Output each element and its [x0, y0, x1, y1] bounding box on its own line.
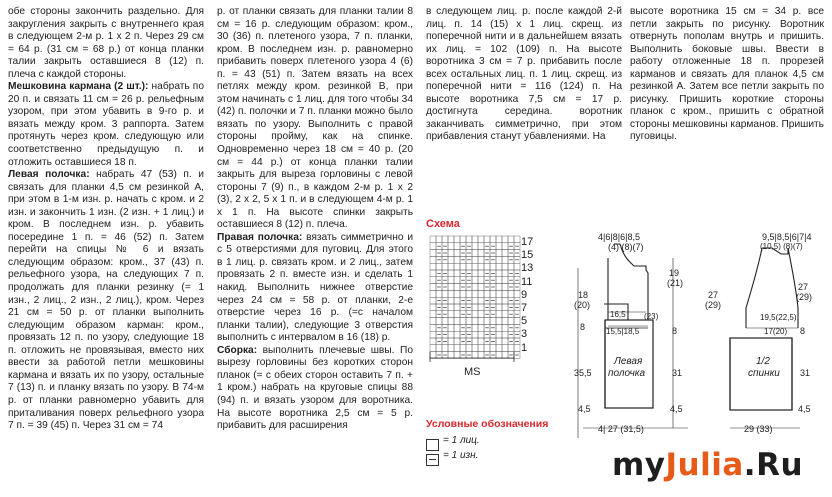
grid-cell — [430, 338, 436, 345]
grid-cell — [496, 352, 502, 359]
grid-cell — [448, 338, 454, 345]
grid-cell — [496, 318, 502, 325]
grid-cell — [430, 243, 436, 250]
grid-cell — [502, 345, 508, 352]
grid-cell — [496, 297, 502, 304]
grid-cell — [478, 263, 484, 270]
dim-bottom-right: 29 (33) — [744, 424, 773, 434]
dim-bottom-left: 4| 27 (31,5) — [598, 424, 644, 434]
grid-cell — [430, 324, 436, 331]
dim-top-right: 9,5|8,5|6|7|4 — [762, 232, 812, 242]
grid-cell — [430, 256, 436, 263]
grid-cell — [502, 304, 508, 311]
grid-cell — [472, 338, 478, 345]
grid-cell — [472, 290, 478, 297]
grid-cell — [430, 297, 436, 304]
back-pattern-diagram — [726, 228, 832, 448]
schema-title: Схема — [426, 218, 460, 230]
dim-right-27-b: 27 — [798, 282, 809, 292]
site-logo: myJulia.Ru — [612, 447, 804, 483]
grid-cell — [466, 290, 472, 297]
grid-cell — [460, 318, 466, 325]
grid-cell — [496, 304, 502, 311]
legend-item-purl — [426, 451, 439, 469]
grid-cell — [472, 352, 478, 359]
grid-cell — [448, 263, 454, 270]
row-number: 5 — [521, 315, 528, 328]
left-front-pattern-diagram — [568, 228, 718, 448]
grid-cell — [448, 250, 454, 257]
paragraph — [217, 345, 413, 433]
grid-cell — [496, 290, 502, 297]
grid-cell — [466, 345, 472, 352]
grid-cell — [448, 318, 454, 325]
grid-cell — [496, 243, 502, 250]
grid-cell — [502, 338, 508, 345]
grid-cell — [448, 236, 454, 243]
grid-cell — [478, 318, 484, 325]
text-column-1 — [8, 6, 204, 433]
grid-cell — [448, 345, 454, 352]
dim-top-paren-left: (4) (8)(7) — [608, 242, 644, 252]
grid-cell — [454, 304, 460, 311]
dim-right-45-b: 4,5 — [798, 404, 811, 414]
grid-cell — [508, 318, 514, 325]
grid-cell — [454, 236, 460, 243]
grid-cell — [478, 236, 484, 243]
grid-cell — [454, 324, 460, 331]
grid-cell — [448, 297, 454, 304]
dim-top-left: 4|6|8|6|8,5 — [598, 232, 640, 242]
grid-cell — [436, 318, 442, 325]
left-front-label: Левая — [614, 356, 643, 367]
grid-cell — [436, 345, 442, 352]
grid-cell — [448, 311, 454, 318]
grid-cell — [478, 250, 484, 257]
grid-cell — [472, 284, 478, 291]
paragraph — [8, 169, 204, 432]
grid-cell — [472, 236, 478, 243]
grid-cell — [484, 345, 490, 352]
grid-cell — [454, 311, 460, 318]
grid-cells — [430, 236, 520, 358]
grid-cell — [454, 250, 460, 257]
grid-cell — [430, 250, 436, 257]
dim-left-355: 35,5 — [574, 368, 592, 378]
grid-cell — [460, 236, 466, 243]
grid-cell — [514, 318, 520, 325]
grid-cell — [472, 324, 478, 331]
grid-cell — [478, 297, 484, 304]
grid-cell — [472, 263, 478, 270]
grid-cell — [454, 345, 460, 352]
paragraph — [217, 232, 413, 345]
row-number: 13 — [521, 262, 534, 275]
grid-cell — [454, 290, 460, 297]
text-column-2 — [217, 6, 413, 433]
grid-cell — [448, 284, 454, 291]
grid-cell — [502, 277, 508, 284]
grid-cell — [436, 236, 442, 243]
grid-cell — [430, 270, 436, 277]
paragraph — [8, 81, 204, 169]
grid-cell — [508, 263, 514, 270]
grid-cell — [454, 331, 460, 338]
grid-cell — [454, 352, 460, 359]
paragraph-text: набрать по 20 п. и связать 11 см = 26 р. рельефным узором, при этом убавить в 9-го р. и вязать между кром. 3 раппорта. Затем протянуть через кром. следующую или соответственно предыдущую п. и отложить оставшиеся 18 п. — [8, 81, 204, 168]
grid-cell — [496, 284, 502, 291]
grid-cell — [442, 290, 448, 297]
grid-cell — [430, 352, 436, 359]
left-front-label-2: полочка — [608, 368, 646, 379]
grid-cell — [430, 345, 436, 352]
grid-cell — [454, 277, 460, 284]
grid-cell — [496, 277, 502, 284]
grid-cell — [478, 352, 484, 359]
dim-left-18: 18 — [578, 290, 589, 300]
grid-cell — [460, 345, 466, 352]
grid-cell — [430, 290, 436, 297]
grid-cell — [496, 250, 502, 257]
grid-cell — [484, 263, 490, 270]
grid-cell — [466, 263, 472, 270]
paragraph: высоте воротника 15 см = 34 р. все петли закрыть по рисунку. Воротник отвернуть пополам внутрь и пришить. Выполнить боковые швы. Ввести в работу отложенные 18 п. прорезей карманов и связать для планок 4,5 см резинкой А. Затем все петли закрыть по рисунку. Пришить короткие стороны планок с кром., пришить с обратной стороны мешковины карманов. Пришить пуговицы. — [630, 6, 824, 143]
back-label-2: спинки — [748, 368, 780, 379]
dim-right-29-b: (29) — [796, 292, 813, 302]
grid-cell — [442, 318, 448, 325]
dim-inner-155: 15,5|18,5 — [606, 327, 640, 336]
grid-cell — [430, 304, 436, 311]
grid-cell — [514, 345, 520, 352]
grid-cell — [472, 304, 478, 311]
paragraph-text: выполнить плечевые швы. По вырезу горловины без коротких сторон планок (= с обеих сторон оставить 7 п. + 1 кром.) набрать на круговые спицы 88 (94) п. и вязать узором для воротника. На высоте воротника 2,5 см = 5 р. прибавить для расширения — [217, 344, 413, 432]
grid-cell — [496, 345, 502, 352]
grid-cell — [502, 243, 508, 250]
section-heading: Левая полочка: — [8, 169, 90, 181]
grid-cell — [442, 345, 448, 352]
dim-top-paren-right: (10,5) (8)(7) — [760, 242, 803, 251]
grid-cell — [478, 331, 484, 338]
grid-cell — [478, 290, 484, 297]
dim-inner-23: (23) — [644, 312, 659, 321]
section-heading: Сборка: — [217, 344, 258, 356]
grid-cell — [478, 338, 484, 345]
grid-cell — [502, 331, 508, 338]
grid-cell — [502, 290, 508, 297]
grid-cell — [454, 263, 460, 270]
grid-cell — [472, 270, 478, 277]
grid-cell — [430, 236, 436, 243]
grid-cell — [472, 297, 478, 304]
dim-left-8: 8 — [580, 322, 586, 332]
dim-inner-195: 19,5(22,5) — [760, 313, 797, 322]
grid-cell — [448, 277, 454, 284]
grid-cell — [478, 270, 484, 277]
grid-cell — [454, 256, 460, 263]
paragraph-text: вязать симметрично и с 5 отверстиями для пуговиц. Для этого в 1 лиц. р. связать кром. и 2 лиц., затем провязать 2 п. вместе изн. и сделать 1 накид. Выполнить нижнее отверстие через 24 см = 58 р. от планки, 2-е отверстие через 16 р. (=с началом планки талии), следующие 3 отверстия выполнить с интервалом в 16 (18) р. — [217, 231, 414, 344]
grid-cell — [478, 304, 484, 311]
grid-cell — [496, 263, 502, 270]
grid-cell — [430, 284, 436, 291]
dim-right-8-b: 8 — [800, 326, 806, 336]
grid-cell — [466, 318, 472, 325]
grid-cell — [430, 318, 436, 325]
grid-cell — [514, 236, 520, 243]
grid-cell — [454, 284, 460, 291]
grid-cell — [454, 297, 460, 304]
text-column-3 — [426, 6, 622, 211]
grid-cell — [448, 304, 454, 311]
grid-cell — [490, 318, 496, 325]
legend-label-knit: = 1 лиц. — [443, 435, 480, 446]
grid-cell — [430, 331, 436, 338]
grid-cell — [478, 256, 484, 263]
grid-cell — [496, 311, 502, 318]
row-number: 9 — [521, 288, 528, 301]
grid-cell — [448, 290, 454, 297]
legend-title: Условные обозначения — [426, 418, 549, 430]
grid-cell — [454, 338, 460, 345]
grid-cell — [478, 284, 484, 291]
dim-right-45: 4,5 — [670, 404, 683, 414]
dim-right-31-b: 31 — [800, 368, 811, 378]
grid-cell — [478, 324, 484, 331]
row-number: 15 — [521, 249, 534, 262]
grid-cell — [484, 290, 490, 297]
grid-cell — [502, 250, 508, 257]
grid-cell — [496, 256, 502, 263]
grid-cell — [448, 331, 454, 338]
grid-cell — [502, 324, 508, 331]
grid-cell — [436, 290, 442, 297]
empty-cell-icon — [426, 439, 439, 451]
grid-cell — [430, 277, 436, 284]
grid-cell — [448, 352, 454, 359]
row-number: 7 — [521, 302, 528, 314]
grid-cell — [472, 318, 478, 325]
grid-cell — [508, 236, 514, 243]
grid-cell — [496, 236, 502, 243]
grid-cell — [454, 243, 460, 250]
grid-cell — [502, 311, 508, 318]
grid-cell — [478, 311, 484, 318]
grid-cell — [478, 345, 484, 352]
paragraph-text: набрать 47 (53) п. и связать для планки 4,5 см резинкой А, при этом в 1-м изн. р. начать с кром. и 2 изн. и закончить 1 изн. (2 изн. + 1 лиц.) и кром. В последнем изн. р. убавить посередине 1 п. = 46 (52) п. Затем перейти на спицы № 6 и вязать следующим образом: кром., 37 (43) п. рельефного узора, на следующих 7 п. продолжать для планки резинку (= 1 изн., 2 лиц., 2 изн., 2 лиц.), кром. Через 21 см = 50 р. от планки выполнить следующим образом карман: кром., провязать 12 п. по узору, следующие 18 п. отложить не провязывая, вместо них ввести за работой петли мешковины кармана и вязать их по узору, остальные 7 (13) п. и планку вязать по узору. В 74-м р. от планки равномерно убавить для приталивания поверх рельефного узора 7 п. = 39 (45) п. Через 31 см = 74 — [8, 169, 204, 432]
grid-cell — [508, 290, 514, 297]
dim-right-27: 27 — [708, 290, 719, 300]
grid-cell — [472, 256, 478, 263]
grid-cell — [490, 345, 496, 352]
grid-cell — [442, 263, 448, 270]
grid-cell — [496, 331, 502, 338]
grid-cell — [484, 236, 490, 243]
dash-cell-icon — [426, 454, 439, 466]
dim-right-29: (29) — [705, 300, 722, 310]
grid-cell — [502, 352, 508, 359]
grid-cell — [490, 263, 496, 270]
grid-cell — [502, 297, 508, 304]
paragraph: обе стороны закончить раздельно. Для закругления закрыть с внутреннего края в следующем 2-м р. 1 х 2 п. Через 29 см = 64 р. (31 см = 68 р.) от конца планки талии закрыть оставшиеся 8 (12) п. плеча с каждой стороны. — [8, 6, 204, 80]
grid-cell — [502, 318, 508, 325]
dim-left-20: (20) — [574, 300, 591, 310]
grid-cell — [496, 338, 502, 345]
grid-cell — [448, 243, 454, 250]
text-column-4 — [630, 6, 824, 211]
row-number: 3 — [521, 328, 528, 341]
grid-cell — [478, 277, 484, 284]
grid-cell — [448, 324, 454, 331]
row-number: 11 — [521, 275, 533, 288]
grid-cell — [460, 263, 466, 270]
grid-cell — [478, 243, 484, 250]
grid-cell — [448, 270, 454, 277]
dim-right-21: (21) — [667, 278, 684, 288]
grid-cell — [472, 311, 478, 318]
grid-cell — [502, 284, 508, 291]
grid-cell — [502, 256, 508, 263]
grid-cell — [490, 236, 496, 243]
back-label: 1/2 — [756, 356, 770, 367]
grid-cell — [502, 236, 508, 243]
grid-cell — [442, 236, 448, 243]
grid-cell — [454, 270, 460, 277]
grid-cell — [490, 290, 496, 297]
dim-right-19: 19 — [669, 268, 680, 278]
grid-cell — [508, 345, 514, 352]
dim-right-31: 31 — [672, 368, 683, 378]
paragraph: р. от планки связать для планки талии 8 см = 16 р. следующим образом: кром., 30 (36) п. плетеного узора, 7 п. планки, кром. В последнем изн. р. равномерно прибавить поверх плетеного узора 4 (6) п. = 43 (51) п. Затем вязать на всех петлях между кром. резинкой В, при этом начинать с 1 лиц. для того чтобы 34 (42) п. полочки и 7 п. планки можно было вязать по узору. Выполнить с правой стороны пройму, как на спинке. Одновременно через 18 см = 40 р. (20 см = 44 р.) от конца планки талии закрыть для выреза горловины с левой стороны 7 (9) п., в каждом 2-м р. 1 х 2 (3), 2 х 2, 5 х 1 п. и в следующем 4-м р. 1 х 1 п. На высоте спинки закрыть оставшиеся 8 (12) п. плеча. — [217, 6, 413, 231]
section-heading: Правая полочка: — [217, 231, 303, 243]
grid-cell — [502, 270, 508, 277]
dim-right-8: 8 — [672, 326, 678, 336]
ms-label: MS — [464, 366, 481, 378]
grid-cell — [466, 236, 472, 243]
grid-cell — [514, 263, 520, 270]
grid-cell — [472, 331, 478, 338]
grid-cell — [472, 243, 478, 250]
grid-cell — [460, 290, 466, 297]
row-number: 1 — [521, 341, 528, 354]
grid-cell — [496, 324, 502, 331]
grid-cell — [472, 277, 478, 284]
dim-left-45: 4,5 — [578, 404, 591, 414]
section-heading: Мешковина кармана (2 шт.): — [8, 81, 149, 93]
grid-cell — [472, 345, 478, 352]
legend-label-purl: = 1 изн. — [443, 450, 479, 461]
dim-inner-17: 17(20) — [764, 327, 788, 336]
grid-cell — [472, 250, 478, 257]
grid-cell — [514, 290, 520, 297]
grid-cell — [430, 311, 436, 318]
grid-cell — [484, 318, 490, 325]
dim-inner-165: 16,5 — [610, 310, 626, 319]
paragraph: в следующем лиц. р. после каждой 2-й лиц. п. 14 (15) х 1 лиц. скрещ. из поперечной нити и в дальнейшем вязать их лиц. = 102 (109) п. На высоте воротника 3 см = 7 р. прибавить после всех остальных лиц. п. 1 лиц. скрещ. из поперечной нити = 116 (124) п. На высоте воротника 7,5 см = 17 р. достигнута середина. воротник заканчивать симметрично, при этом прибавления станут убавлениями. На — [426, 6, 622, 143]
grid-cell — [430, 263, 436, 270]
grid-cell — [448, 256, 454, 263]
grid-cell — [496, 270, 502, 277]
grid-cell — [454, 318, 460, 325]
row-number: 17 — [521, 236, 534, 248]
grid-cell — [436, 263, 442, 270]
grid-cell — [502, 263, 508, 270]
